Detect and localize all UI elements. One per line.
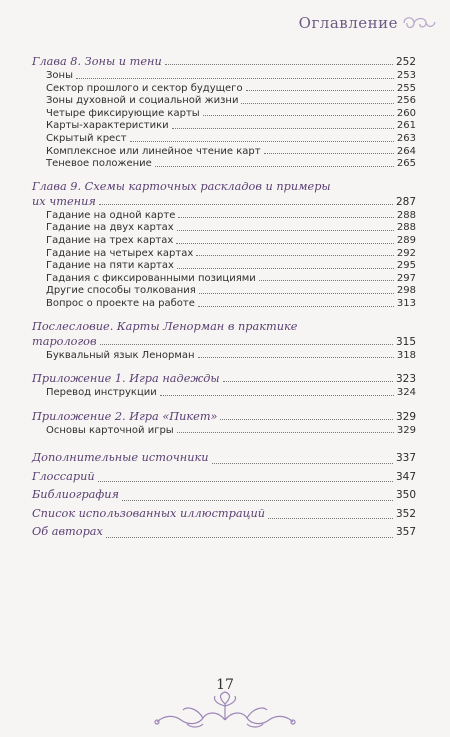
dot-leader: [98, 481, 393, 482]
chapter-entry[interactable]: [32, 54, 416, 70]
dot-leader: [100, 344, 393, 345]
item-title: Сектор прошлого и сектор будущего: [46, 82, 243, 94]
page-ref: 347: [395, 470, 416, 483]
entry-title: Глоссарий: [32, 469, 95, 483]
page-number: 17: [216, 677, 234, 693]
toc-item[interactable]: [32, 425, 416, 438]
page-ref: 289: [396, 234, 416, 246]
page-ref: 297: [396, 272, 416, 284]
dot-leader: [176, 243, 394, 244]
page-ref: 264: [396, 145, 416, 157]
page-ref: 288: [396, 209, 416, 221]
page-ref: 253: [396, 70, 416, 81]
page-ref: 318: [396, 349, 416, 361]
toc-section: [32, 54, 416, 171]
dot-leader: [246, 90, 394, 91]
entry-title: Дополнительные источники: [32, 451, 209, 465]
chapter-title: тарологов: [32, 334, 97, 348]
toc-item[interactable]: [32, 285, 416, 298]
chapter-title-line[interactable]: Глава 9. Схемы карточных раскладов и примеры: [32, 179, 331, 193]
page-ref: 260: [396, 107, 416, 119]
dot-leader: [106, 537, 393, 538]
item-title: Основы карточной игры: [46, 424, 174, 436]
toc-item[interactable]: [32, 95, 416, 108]
page-ref: 298: [396, 285, 416, 297]
entry-title: Библиография: [32, 488, 120, 502]
toc-item[interactable]: [32, 83, 416, 96]
page-ref: 357: [395, 526, 416, 539]
dot-leader: [99, 204, 393, 205]
page-ref: 313: [396, 297, 416, 309]
page-ref: 263: [396, 132, 416, 144]
dot-leader: [165, 64, 393, 65]
dot-leader: [264, 153, 394, 154]
dot-leader: [198, 357, 394, 358]
chapter-title-line[interactable]: Послесловие. Карты Ленорман в практике: [32, 319, 298, 333]
page-ref: 256: [396, 95, 416, 107]
page-ref: 315: [395, 335, 416, 348]
back-matter-entry[interactable]: [32, 468, 416, 487]
toc-item[interactable]: [32, 273, 416, 286]
dot-leader: [220, 419, 392, 420]
item-title: Зоны духовной и социальной жизни: [46, 95, 239, 107]
item-title: Гадание на четырех картах: [46, 247, 194, 259]
dot-leader: [199, 293, 394, 294]
item-title: Гадание на трех картах: [46, 234, 174, 246]
page-ref: 324: [396, 387, 416, 399]
item-title: Гадание на пяти картах: [46, 260, 174, 272]
page-ref: 265: [396, 158, 416, 170]
page-ref: 337: [395, 452, 416, 465]
toc-item[interactable]: [32, 210, 416, 223]
dot-leader: [130, 141, 394, 142]
item-title: Зоны: [46, 70, 73, 81]
chapter-entry[interactable]: [32, 194, 416, 210]
dot-leader: [177, 432, 394, 433]
item-title: Гадание на двух картах: [46, 222, 174, 234]
toc-item[interactable]: [32, 387, 416, 400]
page-title: Оглавление: [298, 14, 398, 32]
item-title: Четыре фиксирующие карты: [46, 107, 200, 119]
back-matter-entry[interactable]: [32, 486, 416, 505]
toc-item[interactable]: [32, 133, 416, 146]
page-ref: 350: [395, 489, 416, 502]
toc-item[interactable]: [32, 222, 416, 235]
dot-leader: [177, 268, 394, 269]
dot-leader: [212, 463, 393, 464]
item-title: Скрытый крест: [46, 132, 127, 144]
dot-leader: [196, 255, 394, 256]
back-matter-entry[interactable]: [32, 449, 416, 468]
back-matter: [32, 449, 416, 542]
toc-item[interactable]: [32, 158, 416, 171]
dot-leader: [268, 518, 393, 519]
dot-leader: [198, 306, 394, 307]
page-ref: 287: [395, 195, 416, 208]
item-title: Гадание на одной карте: [46, 209, 176, 221]
dot-leader: [259, 280, 394, 281]
chapter-title: их чтения: [32, 194, 96, 208]
toc-item[interactable]: [32, 298, 416, 311]
back-matter-entry[interactable]: [32, 505, 416, 524]
floral-ornament-icon: [147, 690, 303, 732]
table-of-contents: [32, 54, 416, 551]
dot-leader: [223, 381, 393, 382]
dot-leader: [177, 230, 394, 231]
chapter-title: Приложение 1. Игра надежды: [32, 372, 220, 386]
dot-leader: [203, 115, 394, 116]
toc-section: [32, 409, 416, 438]
item-title: Другие способы толкования: [46, 285, 196, 297]
toc-item[interactable]: [32, 350, 416, 363]
page-ref: 292: [396, 247, 416, 259]
page-ref: 255: [396, 82, 416, 94]
dot-leader: [122, 500, 393, 501]
page-ref: 295: [396, 260, 416, 272]
page-ref: 352: [395, 507, 416, 520]
toc-section: [32, 371, 416, 400]
toc-section: [32, 180, 416, 311]
toc-item[interactable]: [32, 146, 416, 159]
toc-item[interactable]: [32, 108, 416, 121]
toc-section: [32, 320, 416, 363]
item-title: Карты-характеристики: [46, 120, 169, 132]
page-ref: 252: [395, 56, 416, 68]
item-title: Вопрос о проекте на работе: [46, 297, 195, 309]
dot-leader: [178, 217, 394, 218]
dot-leader: [76, 78, 394, 79]
chapter-entry[interactable]: [32, 334, 416, 350]
chapter-entry[interactable]: [32, 409, 416, 425]
page-header: [299, 14, 436, 32]
toc-item[interactable]: [32, 120, 416, 133]
flourish-icon: [402, 14, 436, 32]
dot-leader: [172, 128, 394, 129]
dot-leader: [160, 395, 394, 396]
page-ref: 329: [395, 410, 416, 423]
entry-title: Об авторах: [32, 525, 103, 539]
item-title: Буквальный язык Ленорман: [46, 349, 195, 361]
page-ref: 288: [396, 222, 416, 234]
item-title: Теневое положение: [46, 158, 152, 170]
chapter-title: Приложение 2. Игра «Пикет»: [32, 409, 218, 423]
toc-item[interactable]: [32, 260, 416, 273]
chapter-entry[interactable]: [32, 371, 416, 387]
toc-item[interactable]: [32, 235, 416, 248]
item-title: Перевод инструкции: [46, 387, 157, 399]
page-ref: 261: [396, 120, 416, 132]
entry-title: Список использованных иллюстраций: [32, 506, 266, 520]
chapter-title: Глава 8. Зоны и тени: [32, 55, 162, 68]
toc-item[interactable]: [32, 248, 416, 261]
page-ref: 323: [395, 373, 416, 386]
item-title: Гадания с фиксированными позициями: [46, 272, 256, 284]
back-matter-entry[interactable]: [32, 523, 416, 542]
dot-leader: [241, 103, 393, 104]
toc-item[interactable]: [32, 70, 416, 83]
item-title: Комплексное или линейное чтение карт: [46, 145, 261, 157]
dot-leader: [155, 166, 394, 167]
page-ref: 329: [396, 424, 416, 436]
